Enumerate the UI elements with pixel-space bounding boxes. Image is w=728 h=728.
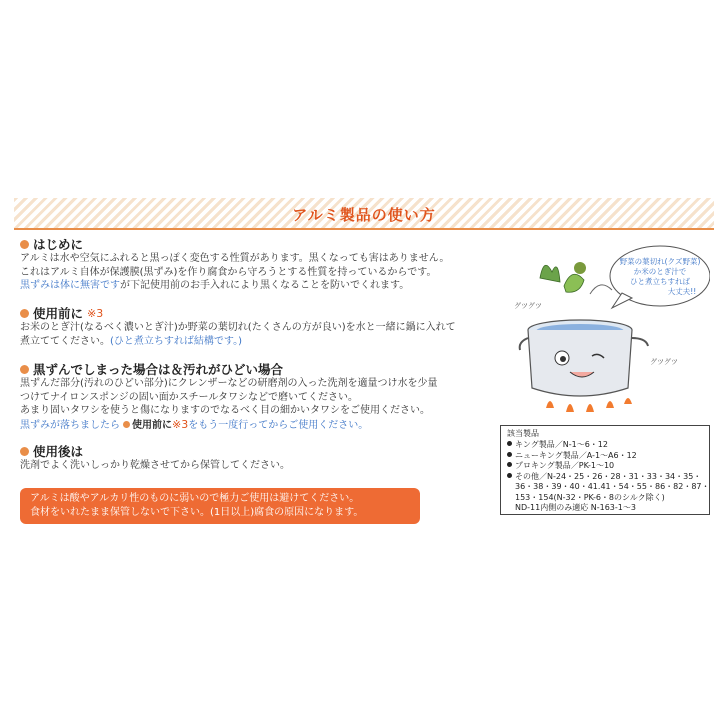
bullet-icon — [507, 462, 512, 467]
bullet-icon — [20, 240, 29, 249]
highlight-text: 黒ずみが落ちましたら — [20, 419, 120, 431]
heading-text: 黒ずんでしまった場合は＆汚れがひどい場合 — [33, 362, 284, 377]
body-line: つけてナイロンスポンジの固い面かスチールタワシなどで磨いてください。 — [20, 391, 358, 403]
product-line: プロキング製品／PK-1～10 — [507, 461, 703, 472]
heading-text: 使用前に — [33, 306, 84, 321]
bullet-icon — [507, 452, 512, 457]
bullet-icon — [123, 421, 130, 428]
body-line: 黒ずんだ部分(汚れのひどい部分)にクレンザーなどの研磨剤の入った洗剤を適量つけ水を少量 — [20, 378, 438, 389]
warning-line: 食材をいれたまま保管しないで下さい。(1日以上)腐食の原因になります。 — [30, 507, 364, 518]
highlight-text: (ひと煮立ちすれば結構です。) — [110, 335, 243, 347]
product-line: その他／N-24・25・26・28・31・33・34・35・ — [507, 472, 703, 483]
product-line: 153・154(N-32・PK-6・8のシルク除く) — [515, 492, 665, 502]
products-header: 該当製品 — [507, 429, 539, 438]
body-text: 煮立ててください。 — [20, 335, 110, 347]
section-after-use — [20, 443, 490, 473]
sound-effect: グツグツ — [514, 302, 542, 310]
body-line: これはアルミ自体が保護膜(黒ずみ)を作り腐食から守ろうとする性質を持っているからです。 — [20, 266, 437, 278]
section-heading — [20, 305, 490, 321]
warning-box — [20, 488, 420, 524]
section-blackened — [20, 361, 490, 432]
body-line — [20, 335, 490, 349]
product-line: キング製品／N-1～6・12 — [507, 440, 703, 451]
body-text: が下記使用前のお手入れにより黒くなることを防いでくれます。 — [120, 280, 410, 291]
section-heading — [20, 361, 490, 377]
product-line: ニューキング製品／A-1～A6・12 — [507, 451, 703, 462]
section-before-use — [20, 305, 490, 348]
bubble-line: ひと煮立ちすれば — [630, 277, 690, 286]
footnote-mark: ※3 — [87, 306, 104, 320]
usage-guide-card — [14, 198, 714, 528]
product-line: 36・38・39・40・41.41・54・55・86・82・87・ — [515, 482, 710, 491]
pot-drawing — [500, 238, 710, 423]
body-line: 洗剤でよく洗いしっかり乾燥させてから保管してください。 — [20, 460, 290, 471]
section-intro — [20, 236, 490, 293]
bullet-icon — [20, 447, 29, 456]
ref-text: 使用前に — [132, 419, 172, 431]
warning-line: アルミは酸やアルカリ性のものに弱いので極力ご使用は避けてください。 — [30, 493, 360, 504]
section-heading — [20, 236, 490, 252]
page-title: アルミ製品の使い方 — [292, 206, 436, 224]
heading-text: はじめに — [33, 237, 84, 252]
bullet-icon — [507, 473, 512, 478]
body-line — [20, 418, 490, 433]
bubble-line: 大丈夫!! — [667, 287, 697, 296]
footnote-mark: ※3 — [172, 417, 189, 431]
pot-illustration — [500, 238, 710, 423]
body-line: アルミは水や空気にふれると黒っぽく変色する性質があります。黒くなっても害はありません。 — [20, 253, 450, 264]
applicable-products-box — [500, 425, 710, 515]
sound-effect: グツグツ — [650, 358, 678, 366]
body-line: お米のとぎ汁(なるべく濃いとぎ汁)か野菜の葉切れ(たくさんの方が良い)を水と一緒に鍋に入れて — [20, 322, 456, 333]
bubble-line: 野菜の葉切れ(クズ野菜) — [619, 257, 701, 266]
heading-text: 使用後は — [33, 444, 84, 459]
body-line: あまり固いタワシを使うと傷になりますのでなるべく目の細かいタワシをご使用ください。 — [20, 405, 430, 416]
highlight-text: 黒ずみは体に無害です — [20, 280, 120, 291]
bullet-icon — [20, 309, 29, 318]
section-heading — [20, 443, 490, 459]
title-banner — [14, 198, 714, 230]
highlight-text: をもう一度行ってからご使用ください。 — [188, 419, 369, 431]
bullet-icon — [20, 365, 29, 374]
product-line: ND-11内側のみ適応 N-163-1～3 — [515, 503, 636, 512]
bubble-line: か米のとぎ汁で — [633, 267, 687, 276]
bullet-icon — [507, 441, 512, 446]
body-line — [20, 279, 490, 293]
